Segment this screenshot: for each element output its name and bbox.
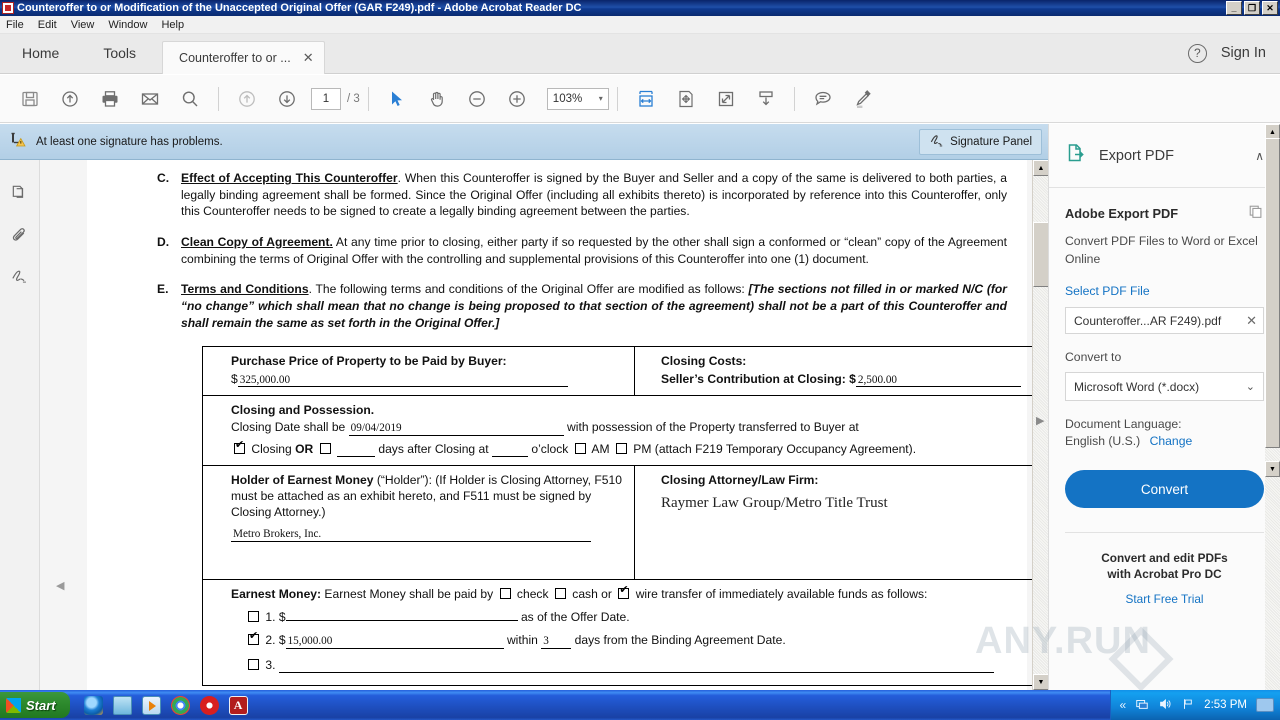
document-language-value: English (U.S.)	[1065, 434, 1141, 449]
left-navigation-rail	[0, 160, 40, 690]
days-after-closing-text: days after Closing at	[378, 442, 489, 457]
terms-form-table	[202, 346, 1048, 687]
earnest-row-2-checkbox[interactable]	[248, 634, 259, 645]
signatures-icon[interactable]	[6, 262, 34, 290]
network-icon[interactable]	[1135, 697, 1149, 714]
selected-file-field[interactable]	[1065, 307, 1264, 334]
clock-time[interactable]: 2:53 PM	[1204, 699, 1247, 711]
acrobat-header	[0, 34, 1280, 74]
earnest-row-3-number: 3.	[265, 658, 276, 673]
clause-e-italic: [The sections not filled in or marked N/C (for “no change” which shall mean that no change is being proposed to that section of the agreement) shall not be a part of this Counteroffer and shall remain the same as set forth in the Original Offer.]	[181, 282, 1008, 330]
zoom-level-value: 103%	[552, 92, 583, 105]
pdf-page-content	[87, 160, 1027, 686]
clause-c	[157, 170, 1007, 220]
volume-icon[interactable]	[1158, 697, 1172, 714]
home-tab[interactable]: Home	[22, 45, 60, 61]
adobe-export-pdf-heading: Adobe Export PDF	[1065, 206, 1179, 221]
purchase-price-cell	[203, 347, 635, 396]
scroll-mode-icon[interactable]	[746, 79, 786, 119]
earnest-money-label: Earnest Money:	[231, 587, 322, 602]
arrow-down-circle-icon[interactable]	[267, 79, 307, 119]
copy-files-icon[interactable]	[1248, 204, 1264, 223]
toolbar-divider-2	[368, 87, 369, 111]
closing-checkbox[interactable]	[234, 443, 245, 454]
holder-text-block	[231, 473, 624, 520]
close-icon[interactable]: ✕	[302, 50, 314, 65]
zoom-out-icon[interactable]	[457, 79, 497, 119]
clause-d-text: At any time prior to closing, either party if so requested by the other shall sign a conformed or “clean” copy of the Agreement combining the terms of Original Offer with the controlling and supplemental provisions of this Counteroffer into one (1) document.	[181, 235, 1007, 266]
earnest-row-2-currency: $	[278, 633, 286, 648]
chrome-icon[interactable]	[171, 696, 190, 715]
toolbar-divider-3	[617, 87, 618, 111]
closing-possession-cell	[203, 396, 1048, 465]
holder-label: Holder of Earnest Money	[231, 473, 374, 488]
export-pdf-title: Export PDF	[1099, 147, 1174, 164]
earnest-row-2-mid: within	[506, 633, 538, 648]
internet-explorer-icon[interactable]	[84, 696, 103, 715]
export-pdf-icon	[1065, 142, 1087, 169]
media-player-icon[interactable]	[142, 696, 161, 715]
windows-taskbar	[0, 690, 1280, 720]
start-free-trial-link[interactable]: Start Free Trial	[1125, 592, 1204, 607]
earnest-row-1-suffix: as of the Offer Date.	[520, 610, 630, 625]
change-language-link[interactable]: Change	[1149, 434, 1193, 449]
acrobat-reader-icon[interactable]: A	[229, 696, 248, 715]
panel-expand-arrow[interactable]: ▶	[1036, 414, 1045, 427]
table-row-closing	[203, 396, 1048, 466]
window-title-bar	[0, 0, 1280, 16]
clause-d-heading: Clean Copy of Agreement.	[181, 235, 333, 250]
menu-window[interactable]: Window	[108, 18, 148, 31]
panel-divider	[1065, 532, 1264, 533]
export-pdf-panel	[1048, 124, 1280, 690]
watermark-text: ANY.RUN	[975, 620, 1151, 662]
closing-attorney-label: Closing Attorney/Law Firm:	[661, 473, 819, 488]
document-scrollbar[interactable]	[1032, 160, 1048, 690]
clause-e-heading: Terms and Conditions	[181, 282, 309, 297]
seller-contribution-label: Seller’s Contribution at Closing: $	[661, 371, 856, 386]
windows-logo-icon	[6, 698, 21, 713]
menu-view[interactable]: View	[70, 18, 95, 31]
earnest-row-1-number: 1.	[265, 610, 276, 625]
window-title: Counteroffer to or Modification of the Unaccepted Original Offer (GAR F249).pdf - Adobe Acrobat Reader DC	[17, 2, 582, 14]
clause-e-body	[181, 281, 1007, 331]
earnest-row-2-amount[interactable]: 15,000.00	[286, 635, 504, 649]
days-after-closing-blank[interactable]	[337, 442, 375, 457]
earnest-row-3-blank[interactable]	[279, 658, 994, 673]
menu-bar	[0, 16, 1280, 34]
hand-pan-icon[interactable]	[417, 79, 457, 119]
page-total-label: / 3	[347, 92, 360, 105]
document-language-label: Document Language:	[1065, 417, 1182, 432]
clause-c-letter: C.	[157, 171, 170, 185]
promo-line-1: Convert and edit PDFs	[1101, 551, 1228, 566]
page-number-input[interactable]: 1	[311, 88, 341, 110]
earnest-row-1	[231, 610, 1041, 624]
purchase-price-value[interactable]: 325,000.00	[238, 374, 568, 388]
closing-costs-cell	[635, 347, 1048, 396]
closing-attorney-value[interactable]: Raymer Law Group/Metro Title Trust	[661, 495, 888, 512]
signature-pen-icon	[929, 133, 944, 151]
days-after-closing-checkbox[interactable]	[320, 443, 331, 454]
flag-icon[interactable]	[1181, 697, 1195, 714]
page-thumbnails-icon[interactable]	[6, 178, 34, 206]
closing-attorney-cell	[635, 466, 1048, 579]
convert-to-label: Convert to	[1065, 350, 1122, 365]
acrobat-app-icon	[2, 2, 14, 14]
earnest-row-1-checkbox[interactable]	[248, 611, 259, 622]
selected-file-name: Counteroffer...AR F249).pdf	[1074, 313, 1222, 328]
fullscreen-icon[interactable]	[706, 79, 746, 119]
clause-d	[157, 234, 1007, 267]
header-right	[1188, 33, 1280, 73]
pdf-page	[87, 160, 1027, 690]
possession-text: with possession of the Property transferred to Buyer at	[567, 420, 859, 435]
fit-page-icon[interactable]	[666, 79, 706, 119]
zoom-in-icon[interactable]	[497, 79, 537, 119]
show-desktop-icon[interactable]	[1256, 698, 1274, 712]
am-label: AM	[591, 442, 610, 457]
scroll-down-arrow[interactable]: ▼	[1033, 674, 1049, 690]
attachments-paperclip-icon[interactable]	[6, 220, 34, 248]
comment-icon[interactable]	[803, 79, 843, 119]
table-row-holder	[203, 466, 1048, 580]
earnest-row-1-amount[interactable]	[286, 620, 518, 621]
purchase-price-label: Purchase Price of Property to be Paid by Buyer:	[231, 353, 507, 368]
clause-e	[157, 281, 1007, 331]
signature-panel-label: Signature Panel	[950, 135, 1032, 148]
earnest-row-3-checkbox[interactable]	[248, 659, 259, 670]
check-label: check	[516, 587, 549, 602]
clause-d-letter: D.	[157, 235, 170, 250]
zoom-level-select[interactable]	[547, 88, 609, 110]
folder-icon[interactable]	[113, 696, 132, 715]
clause-e-text: . The following terms and conditions of the Original Offer are modified as follows:	[308, 282, 749, 297]
table-row-price	[203, 347, 1048, 397]
help-icon[interactable]: ?	[1188, 44, 1207, 63]
fit-width-icon[interactable]	[626, 79, 666, 119]
close-button[interactable]: ✕	[1262, 1, 1278, 15]
menu-help[interactable]: Help	[161, 18, 185, 31]
wire-checkbox[interactable]	[618, 588, 629, 599]
earnest-money-cell	[203, 580, 1048, 685]
print-icon[interactable]	[90, 79, 130, 119]
closing-word: Closing	[251, 442, 292, 457]
panel-scroll-down-arrow[interactable]: ▼	[1265, 461, 1280, 477]
closing-possession-label: Closing and Possession.	[231, 403, 375, 418]
cursor-select-icon[interactable]	[377, 79, 417, 119]
start-button[interactable]	[0, 692, 70, 718]
show-hidden-icons-chevron[interactable]: «	[1119, 698, 1127, 712]
convert-to-value: Microsoft Word (*.docx)	[1074, 379, 1200, 394]
adobe-export-pdf-heading-row	[1065, 204, 1264, 223]
export-pdf-body	[1049, 188, 1280, 606]
scroll-up-arrow[interactable]: ▲	[1033, 160, 1049, 176]
acrobat-pro-promo	[1065, 551, 1264, 606]
arrow-up-circle-icon[interactable]	[227, 79, 267, 119]
email-icon[interactable]	[130, 79, 170, 119]
earnest-money-header	[231, 587, 1041, 601]
panel-scrollbar[interactable]	[1265, 124, 1280, 690]
clause-c-text: . When this Counteroffer is signed by the Buyer and Seller and a copy of the same is delivered to both parties, a legally binding agreement shall be formed. Since the Original Offer (including all exhibits thereto) is incorporated by reference into this Counteroffer, only this Counteroffer needs to be signed to create a legally binding agreement between the parties.	[181, 171, 1008, 219]
earnest-row-2-number: 2.	[265, 633, 276, 648]
export-pdf-header[interactable]	[1049, 124, 1280, 188]
panel-scrollbar-thumb[interactable]	[1265, 138, 1280, 448]
closing-date-value[interactable]: 09/04/2019	[349, 422, 564, 436]
cash-checkbox[interactable]	[555, 588, 566, 599]
header-nav	[0, 33, 158, 73]
upload-cloud-icon[interactable]	[50, 79, 90, 119]
scrollbar-thumb[interactable]	[1033, 222, 1049, 287]
closing-costs-label: Closing Costs:	[661, 353, 747, 368]
pm-label: PM (attach F219 Temporary Occupancy Agreement).	[633, 442, 917, 457]
or-word: OR	[295, 442, 314, 457]
promo-line-2: with Acrobat Pro DC	[1107, 567, 1222, 582]
earnest-money-text: Earnest Money shall be paid by	[321, 587, 494, 602]
wire-label: wire transfer of immediately available funds as follows:	[635, 587, 928, 602]
clause-c-body	[181, 170, 1007, 220]
document-language-row	[1065, 434, 1264, 448]
convert-button[interactable]: Convert	[1065, 470, 1264, 508]
earnest-row-2-days[interactable]: 3	[541, 635, 571, 649]
menu-file[interactable]: File	[6, 18, 24, 31]
seller-contribution-value[interactable]: 2,500.00	[856, 374, 1021, 388]
clause-e-letter: E.	[157, 282, 169, 297]
holder-value[interactable]: Metro Brokers, Inc.	[231, 528, 591, 542]
signature-panel-button[interactable]	[919, 129, 1042, 155]
highlight-pen-icon[interactable]	[843, 79, 883, 119]
quick-launch-bar	[84, 696, 248, 715]
pm-checkbox[interactable]	[616, 443, 627, 454]
earnest-row-3	[231, 658, 1041, 673]
closing-date-prefix: Closing Date shall be	[231, 420, 346, 435]
earnest-row-1-currency: $	[278, 610, 286, 625]
earnest-row-2-tail: days from the Binding Agreement Date.	[574, 633, 786, 648]
system-tray	[1110, 690, 1280, 720]
purchase-price-currency: $	[231, 371, 238, 386]
window-controls	[1226, 1, 1278, 15]
panel-scroll-up-arrow[interactable]: ▲	[1265, 124, 1280, 140]
menu-edit[interactable]: Edit	[37, 18, 57, 31]
save-icon[interactable]	[10, 79, 50, 119]
clause-c-heading: Effect of Accepting This Counteroffer	[181, 171, 398, 185]
document-tab[interactable]	[162, 41, 325, 74]
oclock-blank[interactable]	[492, 442, 528, 457]
main-toolbar	[0, 75, 1280, 123]
select-pdf-file-link[interactable]: Select PDF File	[1065, 284, 1150, 299]
opera-icon[interactable]	[200, 696, 219, 715]
close-icon[interactable]: ✕	[1246, 312, 1257, 328]
cash-label: cash or	[572, 587, 612, 602]
check-checkbox[interactable]	[500, 588, 511, 599]
toolbar-divider	[218, 87, 219, 111]
start-label: Start	[26, 697, 56, 713]
tools-tab[interactable]: Tools	[103, 45, 137, 61]
holder-label-rest: (“Holder”): (If Holder is Closing Attorney, F510 must be attached as an exhibit hereto, and F511 must be signed by Closing Attorney.)	[231, 473, 622, 519]
export-pdf-description: Convert PDF Files to Word or Excel Online	[1065, 234, 1258, 266]
signature-warning-message: At least one signature has problems.	[36, 135, 223, 148]
search-icon[interactable]	[170, 79, 210, 119]
earnest-row-2	[231, 633, 1041, 649]
panel-collapse-left-arrow[interactable]: ◀	[56, 579, 65, 592]
clause-d-body	[181, 234, 1007, 267]
signature-warning-bar	[0, 124, 1050, 160]
chevron-down-icon: ⌄	[1245, 381, 1255, 394]
chevron-down-icon: ▾	[598, 94, 603, 103]
am-checkbox[interactable]	[575, 443, 586, 454]
minimize-button[interactable]: _	[1226, 1, 1242, 15]
table-row-earnest-money	[203, 580, 1048, 685]
oclock-text: o’clock	[531, 442, 569, 457]
signature-warning-icon	[8, 129, 28, 154]
document-tab-label: Counteroffer to or ...	[179, 51, 291, 65]
document-viewport[interactable]	[40, 160, 1048, 690]
convert-to-select[interactable]	[1065, 372, 1264, 401]
toolbar-divider-4	[794, 87, 795, 111]
chevron-up-icon[interactable]: ∧	[1255, 148, 1264, 163]
holder-cell	[203, 466, 635, 579]
maximize-button[interactable]: ❐	[1244, 1, 1260, 15]
sign-in-button[interactable]: Sign In	[1220, 45, 1266, 61]
